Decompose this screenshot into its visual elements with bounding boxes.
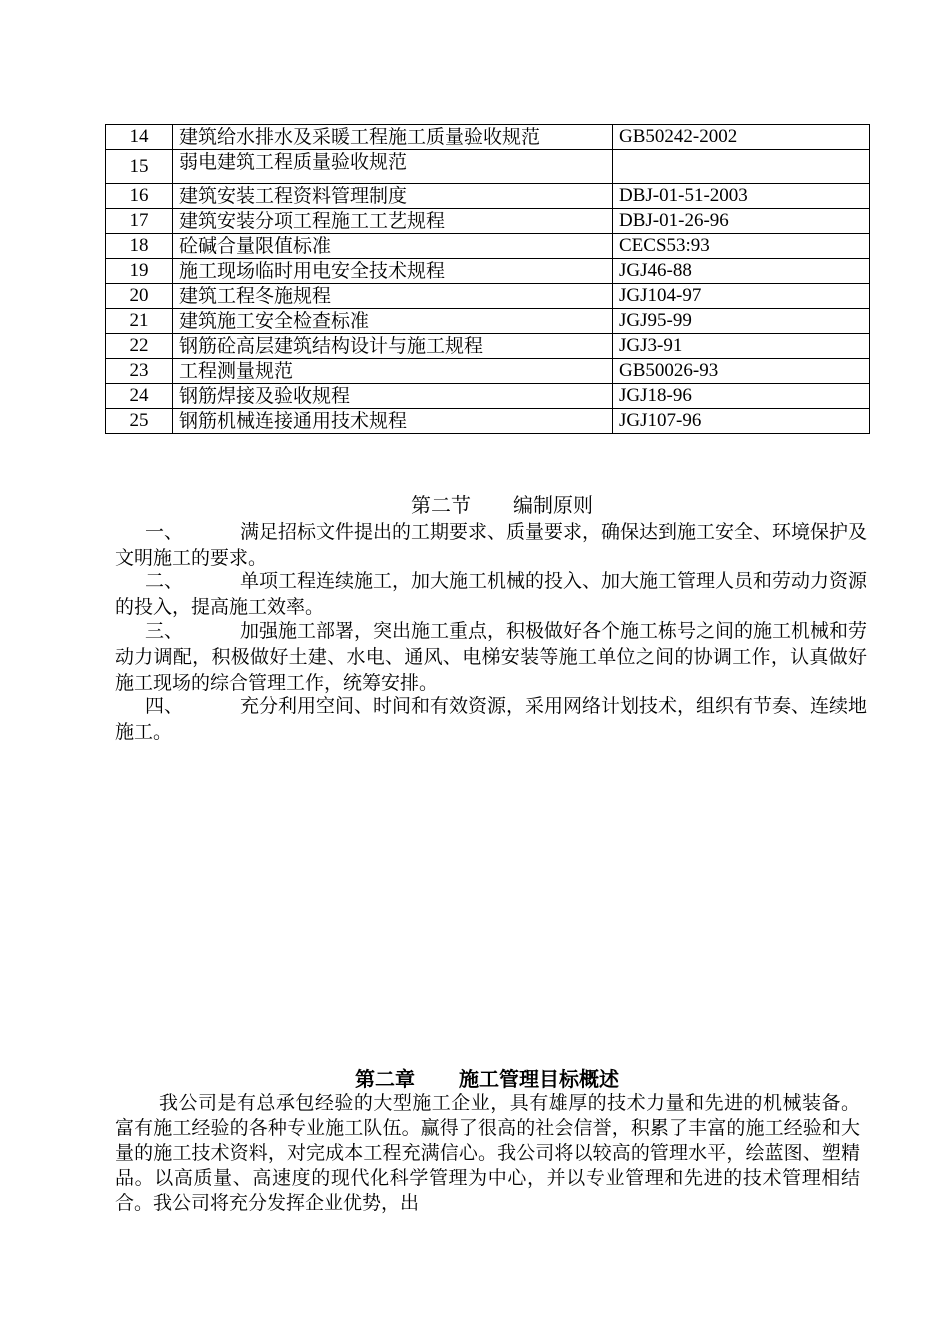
- row-number: 23: [106, 359, 173, 384]
- standard-code: CECS53:93: [613, 234, 870, 259]
- standard-name: 施工现场临时用电安全技术规程: [173, 259, 613, 284]
- standard-code: JGJ18-96: [613, 384, 870, 409]
- principle-text: 充分利用空间、时间和有效资源，采用网络计划技术，组织有节奏、连续地施工。: [115, 695, 868, 743]
- standard-name: 建筑给水排水及采暖工程施工质量验收规范: [173, 125, 613, 150]
- chapter-title: 施工管理目标概述: [459, 1067, 619, 1091]
- standard-name: 建筑安装工程资料管理制度: [173, 184, 613, 209]
- standard-name: 建筑安装分项工程施工工艺规程: [173, 209, 613, 234]
- principle-text: 单项工程连续施工，加大施工机械的投入、加大施工管理人员和劳动力资源的投入，提高施工效率。: [115, 570, 868, 618]
- chapter-number: 第二章: [355, 1067, 415, 1091]
- row-number: 22: [106, 334, 173, 359]
- table-row: [106, 384, 870, 409]
- standard-name: 建筑施工安全检查标准: [173, 309, 613, 334]
- table-row: [106, 359, 870, 384]
- principle-marker: 三、: [145, 620, 184, 642]
- table-row: [106, 209, 870, 234]
- row-number: 25: [106, 409, 173, 434]
- standard-code: DBJ-01-51-2003: [613, 184, 870, 209]
- table-row: [106, 234, 870, 259]
- standard-code: DBJ-01-26-96: [613, 209, 870, 234]
- table-row: [106, 284, 870, 309]
- standard-code: JGJ3-91: [613, 334, 870, 359]
- section-heading: [0, 492, 950, 518]
- standard-code: JGJ46-88: [613, 259, 870, 284]
- table-row: [106, 334, 870, 359]
- standard-name: 钢筋焊接及验收规程: [173, 384, 613, 409]
- table-row: [106, 150, 870, 184]
- row-number: 21: [106, 309, 173, 334]
- standard-code: GB50242-2002: [613, 125, 870, 150]
- principle-paragraph: [115, 519, 867, 571]
- standard-name: 钢筋机械连接通用技术规程: [173, 409, 613, 434]
- row-number: 15: [106, 150, 173, 184]
- table-row: [106, 259, 870, 284]
- table-row: [106, 125, 870, 150]
- section-number: 第二节: [411, 493, 471, 517]
- principle-paragraph: [115, 693, 867, 745]
- standard-name: 建筑工程冬施规程: [173, 284, 613, 309]
- principle-marker: 四、: [145, 695, 184, 717]
- principle-marker: 二、: [145, 570, 184, 592]
- section-title: 编制原则: [513, 493, 593, 517]
- standards-table: [105, 124, 870, 434]
- principle-text: 加强施工部署，突出施工重点，积极做好各个施工栋号之间的施工机械和劳动力调配，积极做好土建、水电、通风、电梯安装等施工单位之间的协调工作，认真做好施工现场的综合管理工作，统筹安排。: [115, 620, 868, 694]
- row-number: 19: [106, 259, 173, 284]
- standard-name: 弱电建筑工程质量验收规范: [173, 150, 613, 184]
- principle-paragraph: [115, 618, 867, 696]
- standard-name: 工程测量规范: [173, 359, 613, 384]
- row-number: 16: [106, 184, 173, 209]
- principle-marker: 一、: [145, 521, 184, 543]
- row-number: 24: [106, 384, 173, 409]
- chapter-heading: [0, 1065, 950, 1093]
- table-row: [106, 309, 870, 334]
- standard-code: GB50026-93: [613, 359, 870, 384]
- standard-code: [613, 150, 870, 184]
- row-number: 18: [106, 234, 173, 259]
- standard-code: JGJ107-96: [613, 409, 870, 434]
- row-number: 14: [106, 125, 173, 150]
- standard-code: JGJ95-99: [613, 309, 870, 334]
- standard-code: JGJ104-97: [613, 284, 870, 309]
- table-row: [106, 409, 870, 434]
- principle-text: 满足招标文件提出的工期要求、质量要求，确保达到施工安全、环境保护及文明施工的要求。: [115, 521, 868, 569]
- standard-name: 钢筋砼高层建筑结构设计与施工规程: [173, 334, 613, 359]
- table-row: [106, 184, 870, 209]
- chapter-body-paragraph: 我公司是有总承包经验的大型施工企业，具有雄厚的技术力量和先进的机械装备。富有施工经验的各种专业施工队伍。赢得了很高的社会信誉，积累了丰富的施工经验和大量的施工技术资料，对完成本工程充满信心。我公司将以较高的管理水平，绘蓝图、塑精品。以高质量、高速度的现代化科学管理为中心，并以专业管理和先进的技术管理相结合。我公司将充分发挥企业优势，出: [115, 1092, 860, 1214]
- row-number: 17: [106, 209, 173, 234]
- standard-name: 砼碱合量限值标准: [173, 234, 613, 259]
- row-number: 20: [106, 284, 173, 309]
- principle-paragraph: [115, 568, 867, 620]
